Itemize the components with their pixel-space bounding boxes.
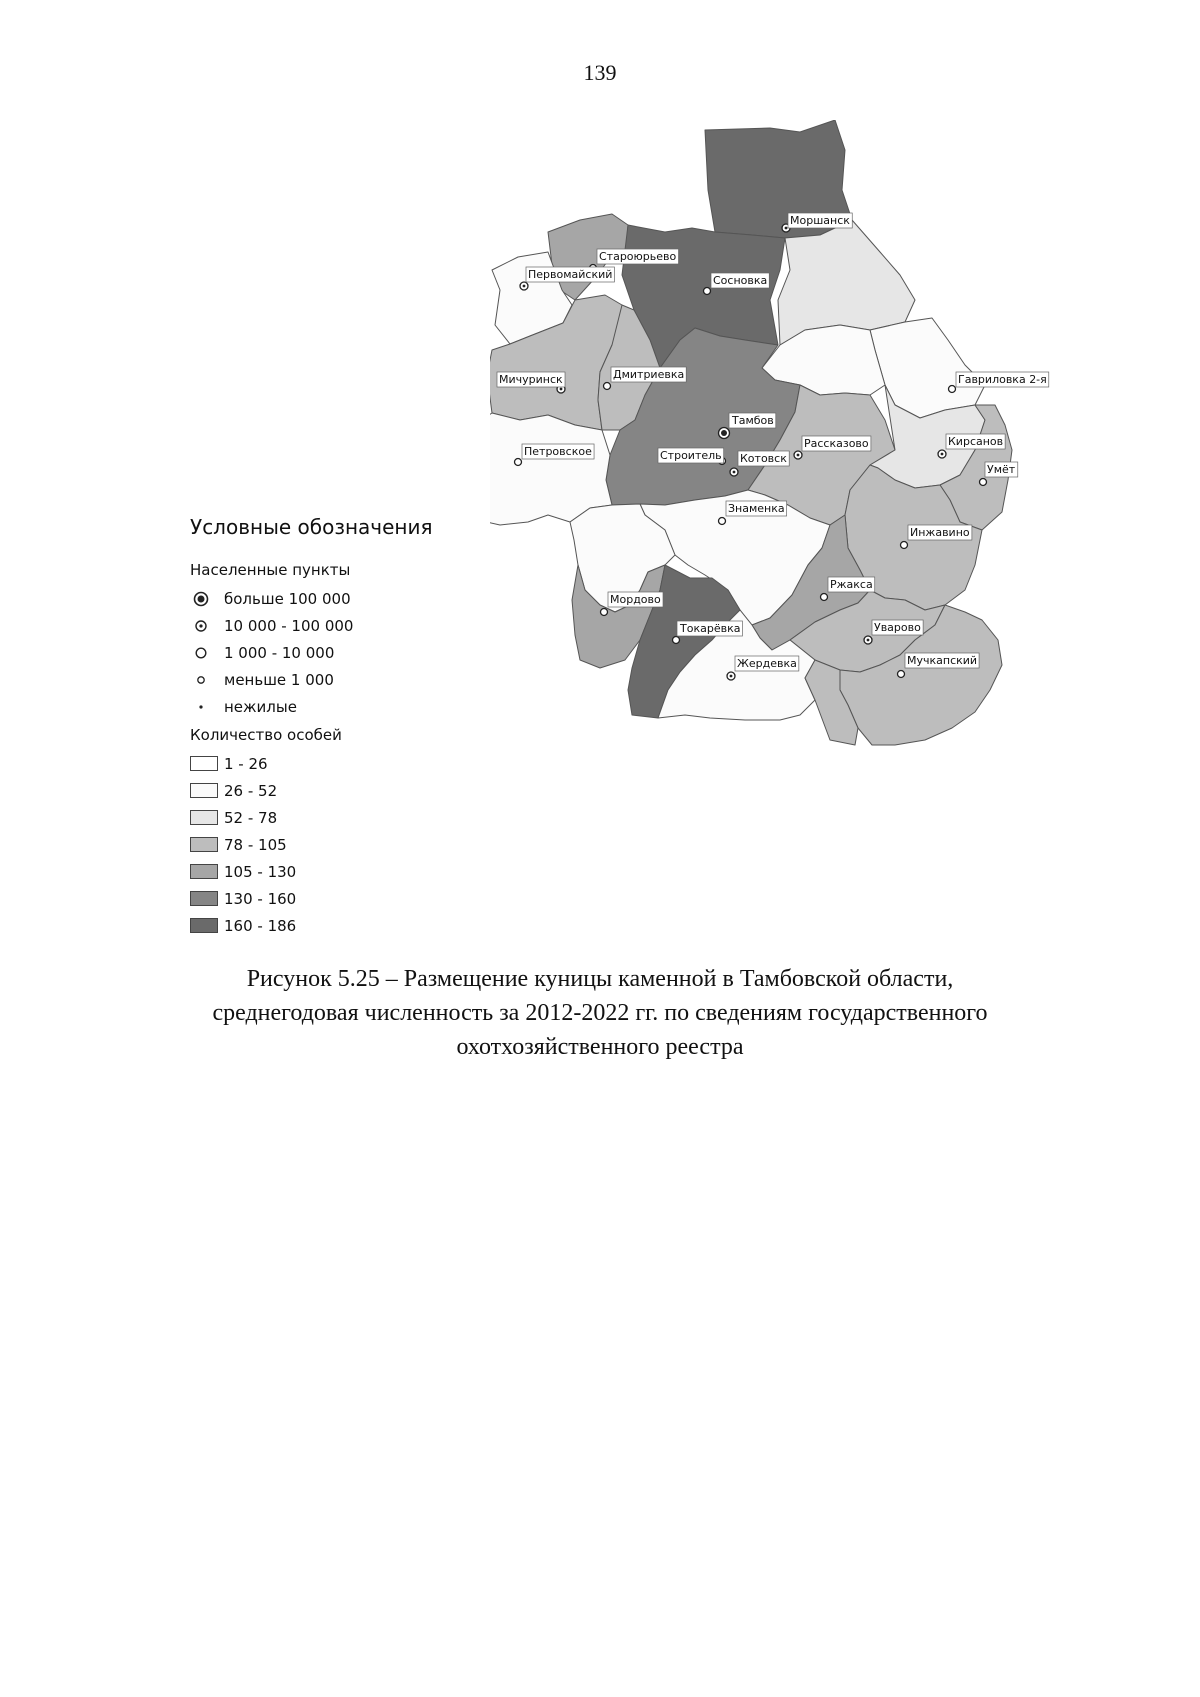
legend-classes (190, 750, 490, 939)
uninhabited-icon (190, 703, 212, 711)
settlement-label: Котовск (740, 452, 787, 465)
legend-settlement-label: 1 000 - 10 000 (224, 643, 335, 662)
legend-class-label: 26 - 52 (224, 781, 278, 800)
city-large-icon (190, 591, 212, 607)
legend-swatch (190, 756, 218, 771)
settlement-label: Моршанск (790, 214, 850, 227)
settlement-label: Тамбов (732, 414, 774, 427)
legend-swatch (190, 891, 218, 906)
legend-class-row (190, 777, 490, 804)
village-icon (190, 674, 212, 686)
district-area (870, 318, 985, 418)
page-number: 139 (583, 60, 617, 85)
caption-line: охотхозяйственного реестра (456, 1034, 744, 1060)
city-medium-icon (190, 619, 212, 633)
settlement-label: Умёт (987, 463, 1016, 476)
legend-settlement-row (190, 693, 490, 720)
settlement-marker (658, 448, 726, 465)
settlement-label: Жердевка (737, 657, 797, 670)
settlement-label: Знаменка (728, 502, 785, 515)
legend-class-label: 1 - 26 (224, 754, 268, 773)
districts-layer (490, 120, 1012, 745)
legend-class-label: 160 - 186 (224, 916, 297, 935)
map-legend (190, 515, 490, 939)
settlement-label: Инжавино (910, 526, 970, 539)
legend-class-row (190, 750, 490, 777)
legend-swatch (190, 783, 218, 798)
legend-swatch (190, 918, 218, 933)
legend-settlement-row (190, 639, 490, 666)
legend-settlement-label: нежилые (224, 697, 297, 716)
settlement-label: Дмитриевка (613, 368, 685, 381)
legend-class-row (190, 804, 490, 831)
settlement-label: Рассказово (804, 437, 869, 450)
legend-class-row (190, 831, 490, 858)
legend-title: Условные обозначения (190, 515, 433, 539)
legend-class-label: 52 - 78 (224, 808, 278, 827)
legend-class-row (190, 858, 490, 885)
tambov-region-map (490, 120, 1130, 820)
legend-settlement-label: больше 100 000 (224, 589, 351, 608)
legend-settlement-row (190, 612, 490, 639)
figure-caption (150, 962, 1050, 1064)
legend-settlement-label: 10 000 - 100 000 (224, 616, 354, 635)
caption-line: среднегодовая численность за 2012-2022 гг. по сведениям государственного (212, 1000, 988, 1026)
legend-class-label: 78 - 105 (224, 835, 287, 854)
settlement-label: Ржакса (830, 578, 873, 591)
legend-settlement-row (190, 666, 490, 693)
legend-swatch (190, 810, 218, 825)
settlement-label: Токарёвка (680, 622, 741, 635)
legend-swatch (190, 837, 218, 852)
legend-class-label: 130 - 160 (224, 889, 297, 908)
settlement-label: Гавриловка 2-я (958, 373, 1047, 386)
settlement-label: Уварово (874, 621, 921, 634)
settlement-label: Мордово (610, 593, 661, 606)
legend-class-row (190, 885, 490, 912)
settlement-label: Мучкапский (907, 654, 978, 667)
settlement-label: Строитель (660, 449, 722, 462)
settlement-label: Петровское (524, 445, 592, 458)
settlement-label: Староюрьево (599, 250, 677, 263)
legend-settlement-label: меньше 1 000 (224, 670, 334, 689)
settlement-label: Кирсанов (948, 435, 1004, 448)
legend-settlement-row (190, 585, 490, 612)
legend-class-label: 105 - 130 (224, 862, 297, 881)
town-icon (190, 646, 212, 660)
caption-line: Рисунок 5.25 – Размещение куницы каменной в Тамбовской области, (246, 966, 954, 992)
legend-count-title: Количество особей (190, 726, 342, 744)
legend-swatch (190, 864, 218, 879)
legend-settlements-title: Населенные пункты (190, 561, 351, 579)
settlement-label: Мичуринск (499, 373, 563, 386)
settlement-label: Сосновка (713, 274, 768, 287)
settlement-label: Первомайский (528, 268, 613, 281)
legend-class-row (190, 912, 490, 939)
